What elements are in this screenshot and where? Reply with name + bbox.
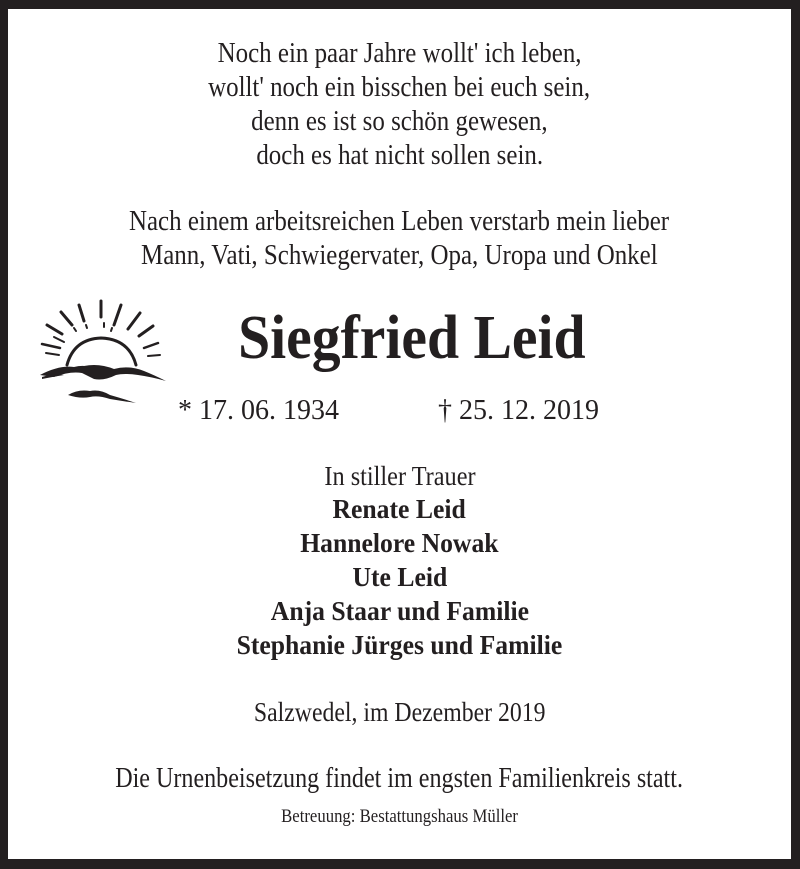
mourner-name: Ute Leid xyxy=(352,562,447,592)
mourners-label: In stiller Trauer xyxy=(323,461,476,491)
poem-line: doch es hat nicht sollen sein. xyxy=(256,139,543,171)
death-date: † 25. 12. 2019 xyxy=(438,395,599,426)
deceased-name: Siegfried Leid xyxy=(237,304,586,372)
obituary-card xyxy=(8,9,791,859)
mourner-name: Hannelore Nowak xyxy=(300,528,499,558)
mourner-name: Renate Leid xyxy=(332,494,467,524)
poem-line: Noch ein paar Jahre wollt' ich leben, xyxy=(217,37,582,69)
intro-line: Mann, Vati, Schwiegervater, Opa, Uropa und Onkel xyxy=(141,239,658,271)
burial-notice: Die Urnenbeisetzung findet im engsten Familienkreis statt. xyxy=(115,763,684,794)
mourner-name: Stephanie Jürges und Familie xyxy=(236,630,563,660)
place-and-date: Salzwedel, im Dezember 2019 xyxy=(253,697,546,727)
birth-date: * 17. 06. 1934 xyxy=(178,395,339,426)
poem-line: wollt' noch ein bisschen bei euch sein, xyxy=(208,71,591,103)
funeral-home-credit: Betreuung: Bestattungshaus Müller xyxy=(281,806,518,827)
poem-line: denn es ist so schön gewesen, xyxy=(251,105,548,137)
mourner-name: Anja Staar und Familie xyxy=(270,596,529,626)
intro-line: Nach einem arbeitsreichen Leben verstarb mein lieber xyxy=(129,205,670,237)
